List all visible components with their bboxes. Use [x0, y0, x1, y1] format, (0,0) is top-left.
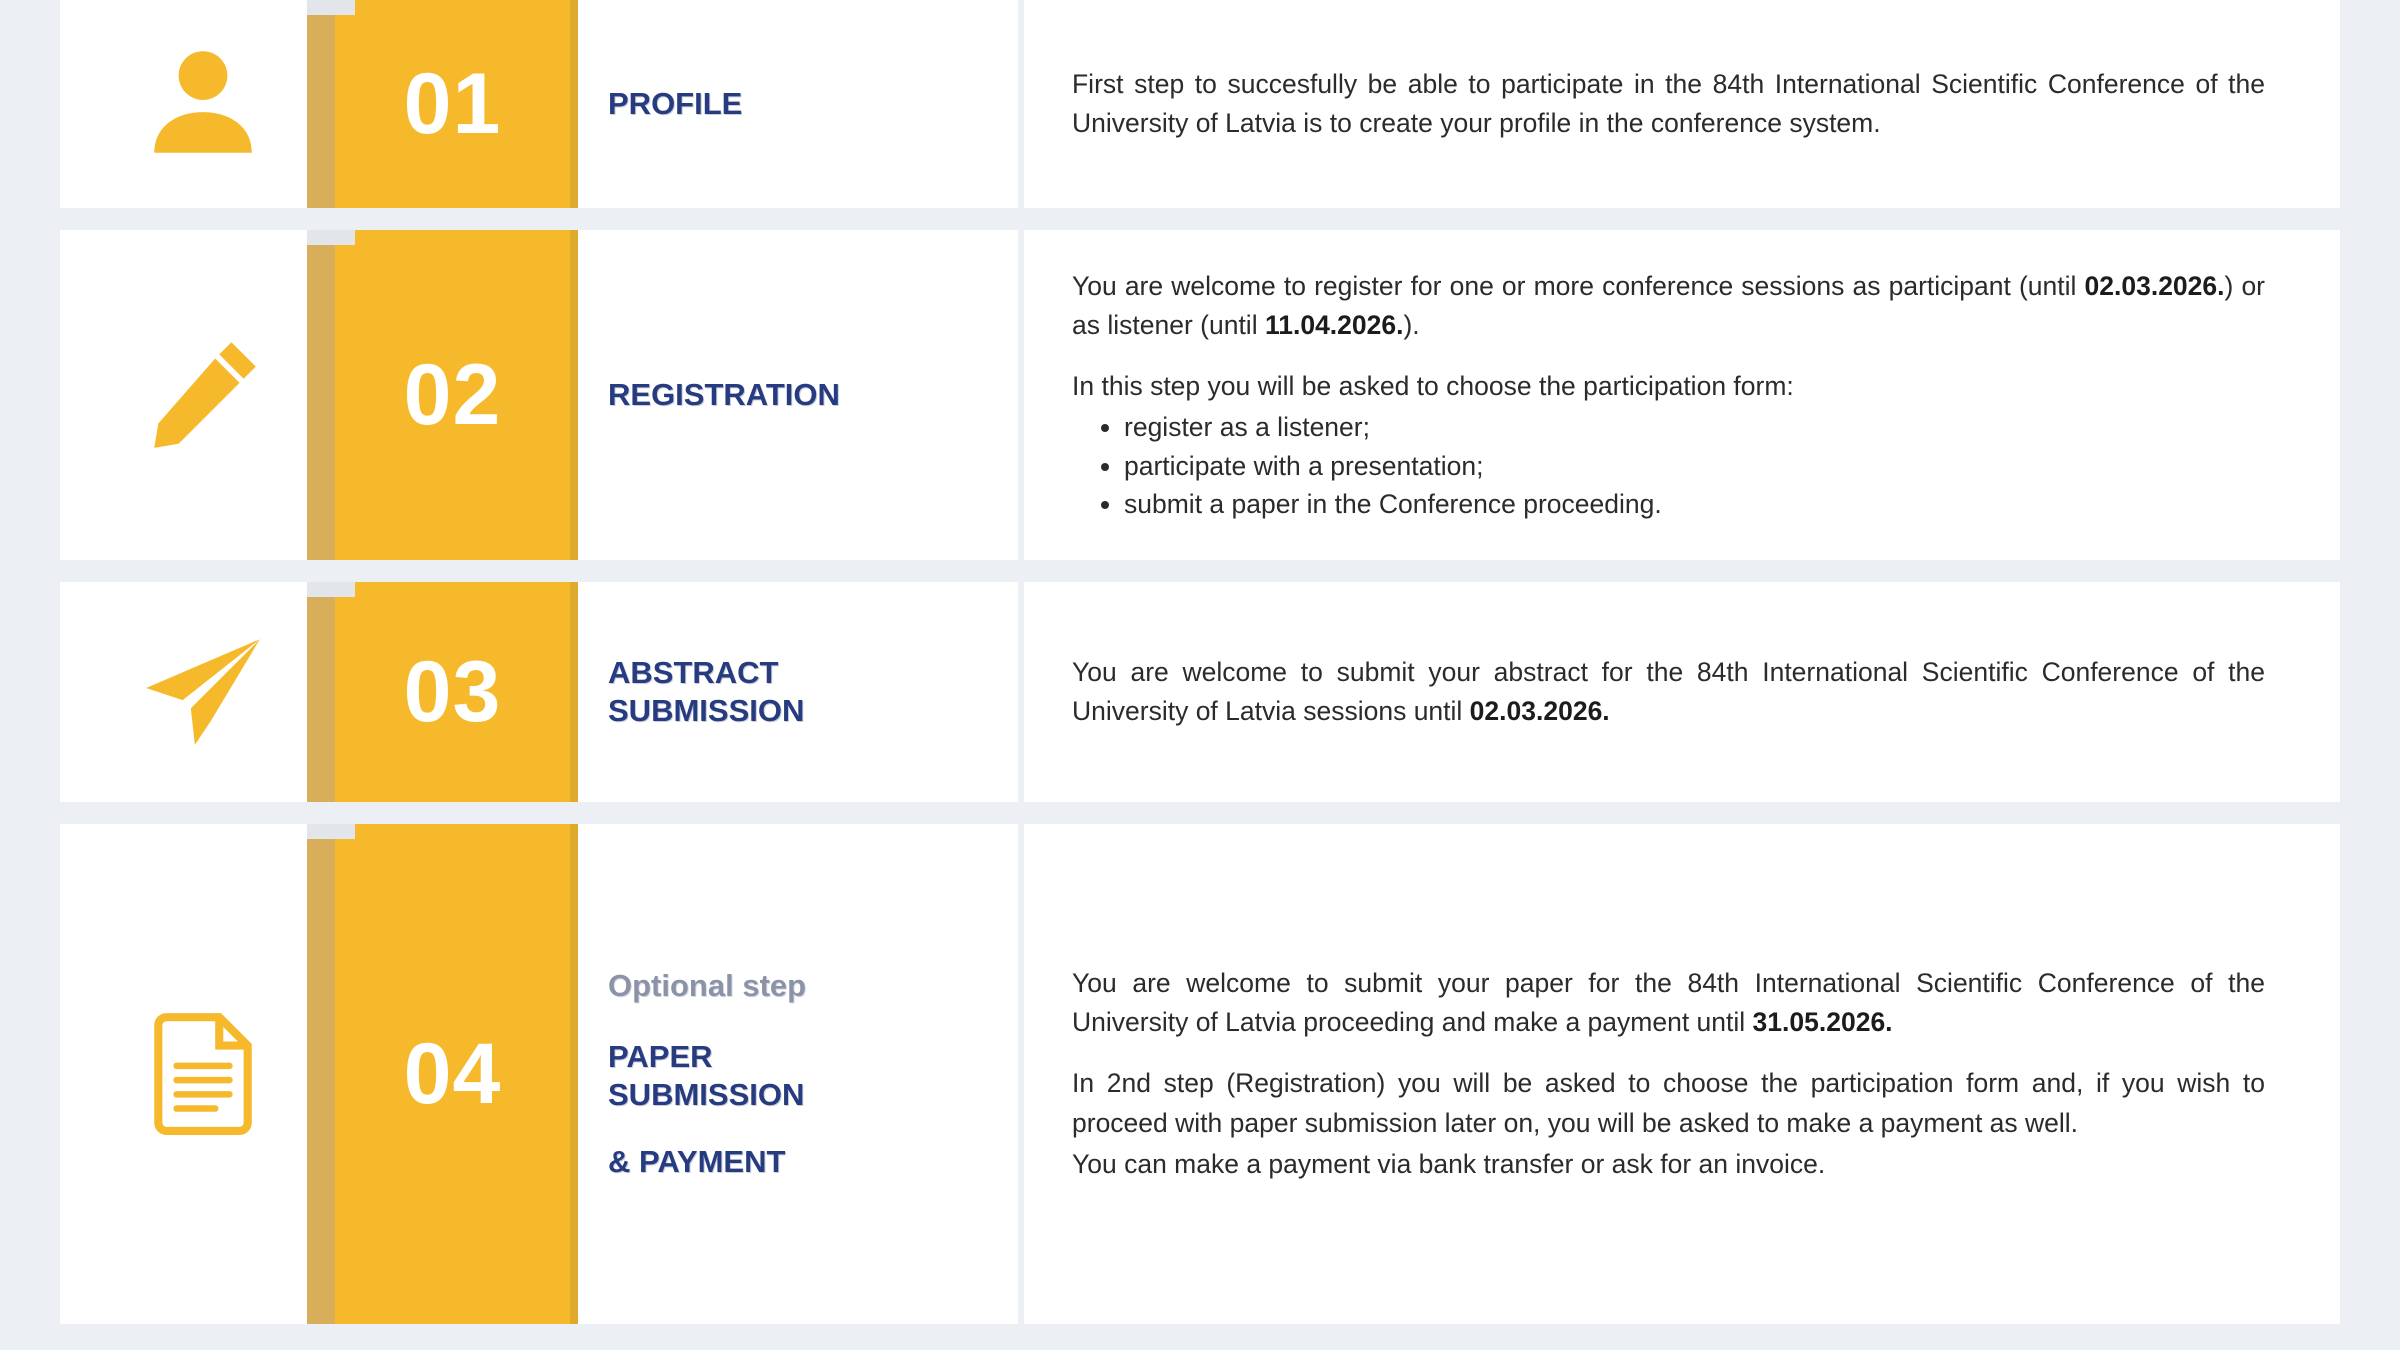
step-title-line2: SUBMISSION: [608, 693, 805, 728]
band-fold-notch: [307, 0, 355, 15]
optional-step-label: Optional step: [608, 968, 807, 1004]
step-number: 01: [403, 56, 502, 152]
step-body: [1024, 824, 2340, 1324]
step-title-line1: PAPER: [608, 1039, 713, 1075]
step-bullet-list: [1072, 408, 2265, 523]
step-body: [1024, 582, 2340, 802]
pencil-icon: [138, 330, 268, 460]
step-row: [60, 230, 2340, 560]
step-icon-cell: [60, 582, 345, 802]
step-row: [60, 0, 2340, 208]
step-title: [608, 1038, 1018, 1114]
band-fold-shadow: [307, 14, 335, 208]
step-title-cell: [570, 0, 1018, 208]
step-paragraph: You are welcome to submit your paper for the 84th International Scientific Conference of the University of Latvia proceeding and make a payment until 31.05.2026.: [1072, 967, 2265, 1038]
step-title-cell: [570, 824, 1018, 1324]
step-number: 04: [403, 1026, 502, 1122]
band-fold-shadow: [307, 596, 335, 802]
step-paragraph: You can make a payment via bank transfer or ask for an invoice.: [1072, 1148, 1826, 1179]
step-paragraph: You are welcome to register for one or more conference sessions as participant (until 02.03.2026.) or as listener (until 11.04.2026.).: [1072, 270, 2266, 340]
step-title: PROFILE: [608, 86, 743, 122]
band-fold-notch: [307, 230, 355, 245]
step-title-cell: [570, 230, 1018, 560]
band-fold-notch: [307, 824, 355, 839]
step-title-cell: [570, 582, 1018, 802]
step-number-band: [335, 824, 570, 1324]
paper-plane-icon: [138, 627, 268, 757]
step-title-line1: ABSTRACT: [608, 655, 779, 691]
list-item: • participate with a presentation;: [1124, 447, 2265, 485]
step-title-line3: & PAYMENT: [608, 1143, 786, 1179]
band-fold-notch: [307, 582, 355, 597]
step-body: [1024, 0, 2340, 208]
step-number-band: [335, 230, 570, 560]
step-body: [1024, 230, 2340, 560]
step-icon-cell: [60, 824, 345, 1324]
step-icon-cell: [60, 0, 345, 208]
step-row: [60, 582, 2340, 802]
step-title: REGISTRATION: [608, 377, 840, 413]
document-icon: [138, 1009, 268, 1139]
list-item: • register as a listener;: [1124, 408, 2265, 446]
band-edge: [570, 582, 578, 802]
step-title-line2: SUBMISSION: [608, 1077, 805, 1112]
step-paragraph: You are welcome to submit your abstract for the 84th International Scientific Conference of the University of Latvia sessions until 02.03.2026.: [1072, 656, 2265, 726]
step-paragraph: In this step you will be asked to choose the participation form:: [1072, 370, 1794, 401]
step-paragraph: First step to succesfully be able to participate in the 84th International Scientific Conference of the University of Latvia is to create your profile in the conference system.: [1072, 68, 2265, 138]
step-icon-cell: [60, 230, 345, 560]
list-item: • submit a paper in the Conference proceeding.: [1124, 485, 2265, 523]
band-fold-shadow: [307, 244, 335, 560]
band-edge: [570, 230, 578, 560]
person-icon: [138, 39, 268, 169]
step-number: 02: [403, 347, 502, 443]
step-number-band: [335, 582, 570, 802]
step-title: [608, 654, 1018, 730]
band-fold-shadow: [307, 838, 335, 1324]
step-number-band: [335, 0, 570, 208]
band-edge: [570, 824, 578, 1324]
step-number: 03: [403, 644, 502, 740]
step-paragraph: In 2nd step (Registration) you will be asked to choose the participation form and, if you wish to proceed with paper submission later on, you will be asked to make a payment as well.: [1072, 1068, 2265, 1138]
step-row: [60, 824, 2340, 1324]
band-edge: [570, 0, 578, 208]
